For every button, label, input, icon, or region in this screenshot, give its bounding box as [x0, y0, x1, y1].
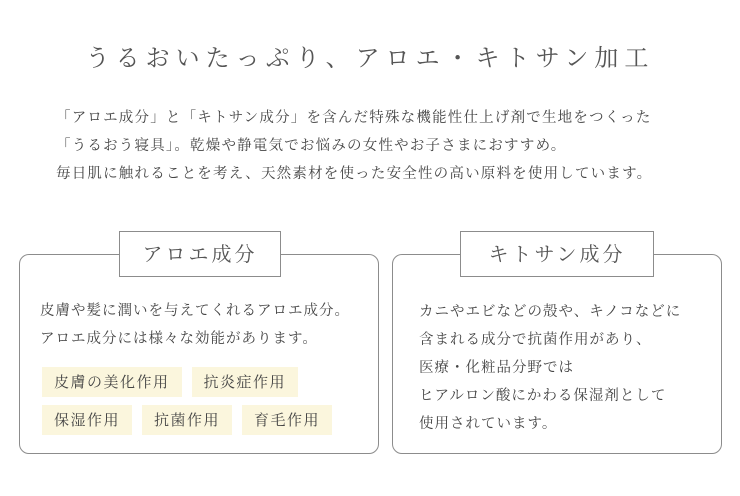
chitosan-card: [392, 242, 722, 454]
aloe-line: 皮膚や髪に潤いを与えてくれるアロエ成分。: [40, 303, 350, 319]
aloe-line: アロエ成分には様々な効能があります。: [40, 331, 318, 347]
chitosan-card-body: [419, 298, 713, 438]
intro-text: [56, 104, 716, 188]
intro-line: 「うるおう寝具」。乾燥や静電気でお悩みの女性やお子さまにおすすめ。: [56, 138, 567, 154]
effect-tag: 抗菌作用: [142, 405, 232, 435]
chitosan-card-label: キトサン成分: [460, 231, 654, 277]
aloe-effect-tags: [42, 367, 372, 443]
chitosan-line: カニやエビなどの殻や、キノコなどに: [419, 304, 682, 320]
intro-line: 「アロエ成分」と「キトサン成分」を含んだ特殊な機能性仕上げ剤で生地をつくった: [56, 110, 652, 126]
chitosan-line: 使用されています。: [419, 416, 558, 432]
aloe-card-body: [40, 297, 370, 353]
effect-tag: 保湿作用: [42, 405, 132, 435]
aloe-card-label: アロエ成分: [119, 231, 281, 277]
chitosan-line: 医療・化粧品分野では: [419, 360, 574, 376]
effect-tag: 皮膚の美化作用: [42, 367, 182, 397]
chitosan-line: ヒアルロン酸にかわる保湿剤として: [419, 388, 667, 404]
effect-tag: 育毛作用: [242, 405, 332, 435]
intro-line: 毎日肌に触れることを考え、天然素材を使った安全性の高い原料を使用しています。: [56, 166, 653, 182]
aloe-card: [19, 242, 379, 454]
page-title: うるおいたっぷり、アロエ・キトサン加工: [85, 44, 655, 72]
effect-tag: 抗炎症作用: [192, 367, 299, 397]
chitosan-line: 含まれる成分で抗菌作用があり、: [419, 332, 652, 348]
